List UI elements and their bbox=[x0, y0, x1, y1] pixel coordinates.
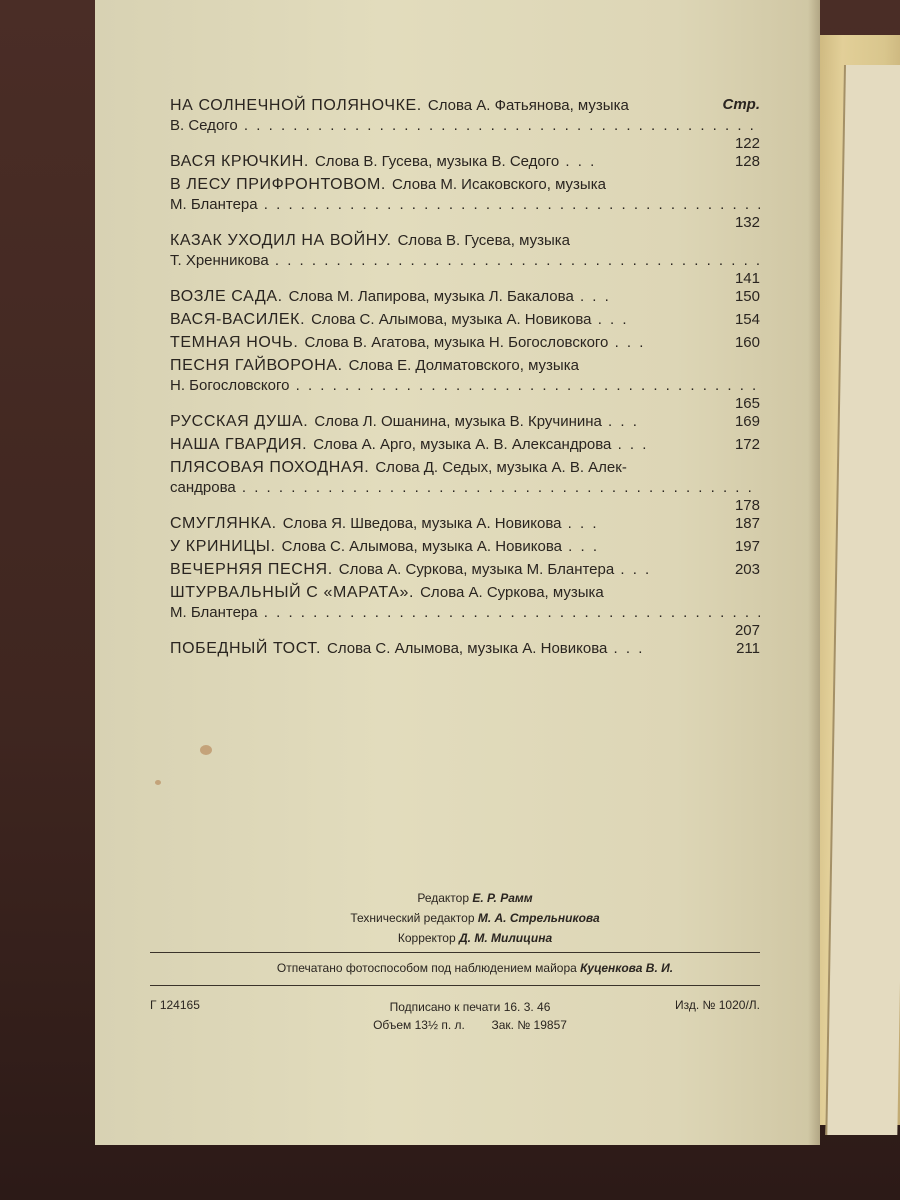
publication-details bbox=[150, 994, 760, 1034]
toc-entry-line bbox=[170, 96, 760, 116]
song-title: ПЕСНЯ ГАЙВОРОНА. bbox=[170, 357, 343, 374]
song-title: ПЛЯСОВАЯ ПОХОДНАЯ. bbox=[170, 459, 370, 476]
song-credits-continued: М. Блантера . . . bbox=[170, 195, 760, 215]
page-stain bbox=[155, 780, 161, 785]
song-credits: Слова М. Исаковского, музыка bbox=[391, 176, 606, 193]
song-title: У КРИНИЦЫ. bbox=[170, 538, 276, 555]
page-number: 150 bbox=[734, 288, 760, 305]
song-title: РУССКАЯ ДУША. bbox=[170, 413, 309, 430]
toc-entry-line bbox=[170, 583, 760, 603]
toc-entry-line bbox=[170, 458, 760, 478]
toc-entry-line bbox=[170, 333, 760, 353]
page-number: 203 bbox=[734, 561, 760, 578]
song-title: ТЕМНАЯ НОЧЬ. bbox=[170, 334, 299, 351]
toc-entry-line bbox=[170, 287, 760, 307]
song-credits-continued: Н. Богословского . . . bbox=[170, 376, 760, 396]
song-title: ВАСЯ-ВАСИЛЕК. bbox=[170, 311, 306, 328]
toc-entry-line bbox=[170, 537, 760, 557]
toc-entry bbox=[170, 412, 760, 432]
page-number: 132 bbox=[734, 214, 760, 231]
song-credits: Слова Е. Долматовского, музыка bbox=[348, 357, 579, 374]
printing-note: Отпечатано фотоспособом под наблюдением майора Куценкова В. И. bbox=[276, 961, 674, 975]
page-number: 165 bbox=[734, 395, 760, 412]
page-number: 154 bbox=[734, 311, 760, 328]
page-stain bbox=[200, 745, 212, 755]
divider bbox=[150, 985, 760, 986]
song-credits: Слова Л. Ошанина, музыка В. Кручинина bbox=[314, 413, 602, 430]
toc-list bbox=[170, 96, 760, 659]
toc-entry bbox=[170, 583, 760, 639]
song-credits: Слова В. Агатова, музыка Н. Богословского bbox=[304, 334, 609, 351]
toc-entry-line bbox=[170, 412, 760, 432]
song-title: ПОБЕДНЫЙ ТОСТ. bbox=[170, 640, 321, 657]
censor-code: Г 124165 bbox=[150, 998, 200, 1012]
song-title: КАЗАК УХОДИЛ НА ВОЙНУ. bbox=[170, 232, 392, 249]
corrector-line: Корректор Д. М. Милицина bbox=[397, 931, 553, 945]
print-details bbox=[330, 998, 610, 1034]
song-title: ШТУРВАЛЬНЫЙ С «МАРАТА». bbox=[170, 584, 415, 601]
toc-entry-line bbox=[170, 514, 760, 534]
song-credits: Слова Д. Седых, музыка А. В. Алек- bbox=[375, 459, 627, 476]
cover-paper-edge bbox=[825, 65, 900, 1135]
page-number: 141 bbox=[734, 270, 760, 287]
editor-line: Редактор Е. Р. Рамм bbox=[417, 891, 533, 905]
toc-entry bbox=[170, 560, 760, 580]
toc-entry bbox=[170, 231, 760, 287]
editorial-credits bbox=[150, 888, 760, 948]
toc-entry-line bbox=[170, 560, 760, 580]
song-credits-continued: сандрова . . . bbox=[170, 478, 760, 498]
toc-entry bbox=[170, 356, 760, 412]
toc-entry bbox=[170, 639, 760, 659]
imprint-block bbox=[150, 888, 760, 1034]
song-title: ВАСЯ КРЮЧКИН. bbox=[170, 153, 309, 170]
toc-entry bbox=[170, 458, 760, 514]
toc-entry-line bbox=[170, 231, 760, 251]
song-title: ВЕЧЕРНЯЯ ПЕСНЯ. bbox=[170, 561, 333, 578]
toc-entry bbox=[170, 152, 760, 172]
toc-entry-line bbox=[170, 356, 760, 376]
song-title: НА СОЛНЕЧНОЙ ПОЛЯНОЧКЕ. bbox=[170, 97, 422, 114]
toc-entry-line bbox=[170, 175, 760, 195]
song-credits: Слова А. Суркова, музыка bbox=[420, 584, 604, 601]
page-number: 172 bbox=[734, 436, 760, 453]
page-number: 169 bbox=[734, 413, 760, 430]
toc-entry-line bbox=[170, 310, 760, 330]
toc-entry bbox=[170, 435, 760, 455]
song-credits: Слова А. Фатьянова, музыка bbox=[427, 97, 629, 114]
song-credits: Слова С. Алымова, музыка А. Новикова bbox=[281, 538, 562, 555]
song-credits: Слова Я. Шведова, музыка А. Новикова bbox=[282, 515, 562, 532]
toc-entry-line bbox=[170, 435, 760, 455]
toc-entry bbox=[170, 310, 760, 330]
page-number: 128 bbox=[734, 153, 760, 170]
song-credits-continued: Т. Хренникова . . . bbox=[170, 251, 760, 271]
song-title: ВОЗЛЕ САДА. bbox=[170, 288, 283, 305]
tech-editor-line: Технический редактор М. А. Стрельникова bbox=[350, 911, 600, 925]
signed-date: Подписано к печати 16. 3. 46 bbox=[389, 1000, 551, 1014]
song-title: В ЛЕСУ ПРИФРОНТОВОМ. bbox=[170, 176, 386, 193]
toc-entry-line bbox=[170, 639, 760, 659]
page-number: 207 bbox=[734, 622, 760, 639]
song-credits: Слова В. Гусева, музыка bbox=[397, 232, 570, 249]
song-credits-continued: М. Блантера . . . bbox=[170, 603, 760, 623]
table-of-contents bbox=[170, 96, 760, 662]
page-number: 178 bbox=[734, 497, 760, 514]
toc-entry bbox=[170, 514, 760, 534]
song-credits: Слова А. Арго, музыка А. В. Александрова bbox=[313, 436, 612, 453]
page-number: 197 bbox=[734, 538, 760, 555]
song-credits-continued: В. Седого . . . bbox=[170, 116, 760, 136]
toc-entry bbox=[170, 333, 760, 353]
song-credits: Слова М. Лапирова, музыка Л. Бакалова bbox=[288, 288, 574, 305]
toc-entry bbox=[170, 537, 760, 557]
song-title: СМУГЛЯНКА. bbox=[170, 515, 277, 532]
page-number: 211 bbox=[736, 640, 760, 657]
page-number: 187 bbox=[734, 515, 760, 532]
toc-entry bbox=[170, 287, 760, 307]
song-credits: Слова С. Алымова, музыка А. Новикова bbox=[327, 640, 608, 657]
song-title: НАША ГВАРДИЯ. bbox=[170, 436, 308, 453]
edition-number: Изд. № 1020/Л. bbox=[675, 998, 760, 1012]
song-credits: Слова С. Алымова, музыка А. Новикова bbox=[311, 311, 592, 328]
toc-entry-line bbox=[170, 152, 760, 172]
page-number: 122 bbox=[734, 135, 760, 152]
song-credits: Слова А. Суркова, музыка М. Блантера bbox=[338, 561, 615, 578]
toc-entry bbox=[170, 175, 760, 231]
song-credits: Слова В. Гусева, музыка В. Седого bbox=[314, 153, 560, 170]
toc-entry bbox=[170, 96, 760, 152]
volume-order: Объем 13½ п. л. Зак. № 19857 bbox=[373, 1018, 567, 1032]
page-number: 160 bbox=[734, 334, 760, 351]
page-column-header: Стр. bbox=[722, 96, 760, 113]
